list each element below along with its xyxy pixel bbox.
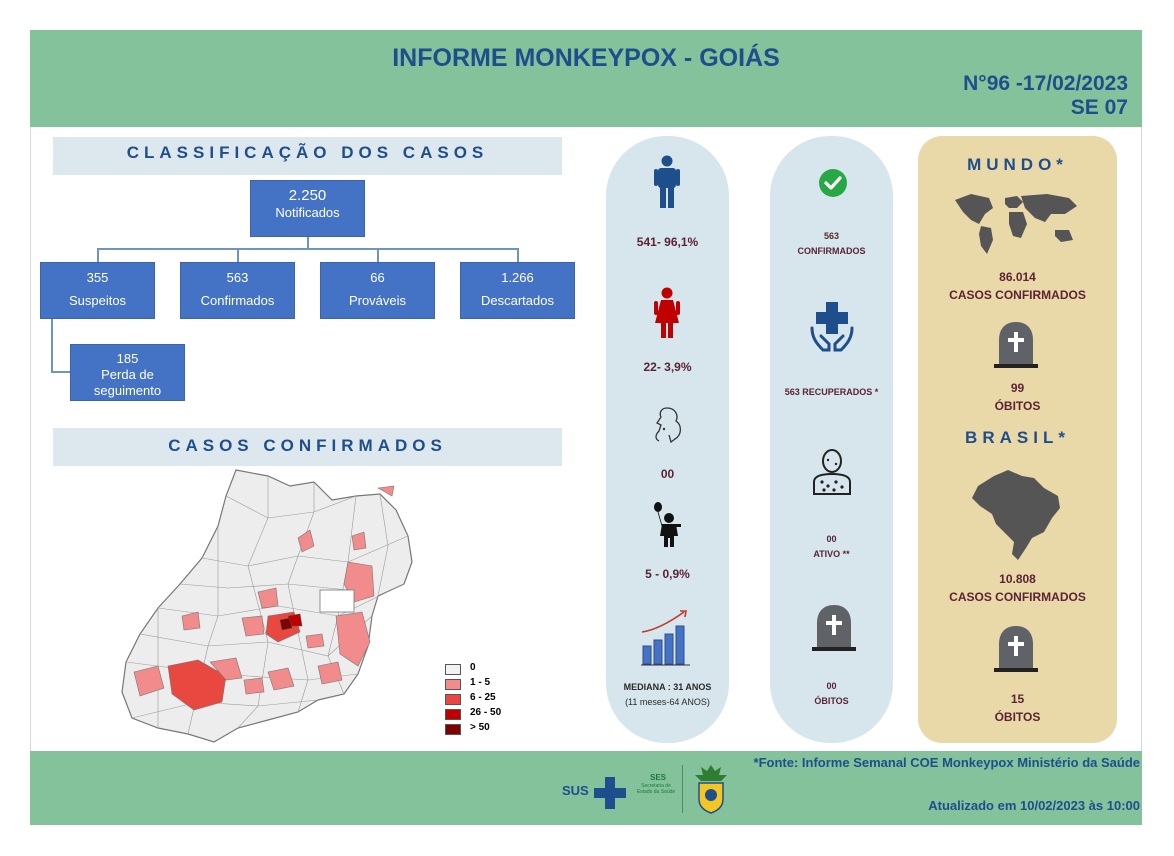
mediana-text — [606, 680, 729, 710]
confirmados-evolucao-label: CONFIRMADOS — [797, 246, 866, 256]
mundo-casos-label: CASOS CONFIRMADOS — [949, 288, 1086, 302]
legend-label: 0 — [470, 662, 476, 673]
mundo-obitos-block — [918, 379, 1117, 415]
goias-map — [118, 466, 414, 750]
notificados-label: Notificados — [275, 205, 340, 220]
growth-chart-icon — [640, 608, 692, 666]
mundo-casos-block — [918, 268, 1117, 304]
brazil-map-icon — [968, 466, 1064, 562]
legend-swatch — [445, 709, 461, 720]
goias-coat-of-arms-icon — [693, 763, 729, 815]
legend-label: 1 - 5 — [470, 677, 491, 688]
legend-swatch — [445, 724, 461, 735]
tombstone-icon — [993, 624, 1039, 674]
descartados-label: Descartados — [481, 293, 554, 308]
legend-label: 26 - 50 — [470, 707, 502, 718]
frame-left-border — [30, 127, 31, 751]
recuperados-value: 563 RECUPERADOS * — [784, 387, 879, 397]
obitos-goias-label: ÓBITOS — [814, 696, 849, 706]
child-icon — [652, 502, 682, 548]
page-title: INFORME MONKEYPOX - GOIÁS — [392, 44, 780, 72]
brasil-title: BRASIL* — [965, 428, 1070, 447]
brasil-obitos-label: ÓBITOS — [994, 710, 1041, 724]
legend-label: > 50 — [470, 722, 490, 733]
brasil-obitos-value: 15 — [1010, 692, 1025, 706]
mundo-obitos-label: ÓBITOS — [994, 399, 1041, 413]
children-cases-value: 5 - 0,9% — [645, 567, 690, 581]
perda-label-line1: Perda de — [101, 367, 154, 382]
ses-logo-text: SES — [650, 773, 667, 782]
provaveis-value: 66 — [370, 270, 385, 285]
edition-number: N°96 -17/02/2023 — [963, 72, 1128, 95]
perda-value: 185 — [116, 351, 139, 366]
legend-swatch — [445, 694, 461, 705]
sus-logo — [562, 777, 628, 809]
ativo-value: 00 — [826, 534, 837, 544]
obitos-goias-block — [770, 679, 893, 709]
ses-logo — [634, 773, 678, 813]
casos-confirmados-title: CASOS CONFIRMADOS — [53, 428, 562, 466]
goias-map-svg — [118, 466, 414, 750]
map-legend — [445, 664, 535, 738]
notificados-box — [250, 180, 365, 237]
descartados-box — [460, 262, 575, 319]
mundo-casos-value: 86.014 — [999, 270, 1036, 284]
tree-connector — [97, 248, 99, 262]
edition-info — [963, 72, 1128, 120]
tombstone-icon — [993, 320, 1039, 370]
male-cases-value: 541- 96,1% — [636, 235, 699, 249]
frame-right-border — [1141, 127, 1142, 751]
suspeitos-value: 355 — [86, 270, 109, 285]
sus-cross-icon — [594, 777, 626, 809]
confirmados-value: 563 — [226, 270, 249, 285]
confirmados-box — [180, 262, 295, 319]
confirmados-evolucao-value: 563 — [823, 231, 840, 241]
ativo-label: ATIVO ** — [813, 549, 850, 559]
tree-connector — [517, 248, 519, 262]
ativo-block — [770, 532, 893, 562]
male-icon — [652, 155, 682, 209]
tree-connector — [51, 371, 71, 373]
legend-swatch — [445, 679, 461, 690]
legend-label: 6 - 25 — [470, 692, 496, 703]
tree-connector — [97, 248, 518, 250]
notificados-value: 2.250 — [288, 187, 327, 204]
confirmados-evolucao — [770, 229, 893, 259]
female-cases-value: 22- 3,9% — [643, 360, 692, 374]
check-icon — [818, 168, 848, 198]
footer-divider — [682, 765, 683, 813]
world-map-icon — [951, 190, 1081, 256]
perda-label-line2: seguimento — [93, 383, 162, 398]
pregnant-icon — [649, 405, 685, 445]
mediana-line2: (11 meses-64 ANOS) — [625, 697, 710, 707]
female-icon — [652, 287, 682, 339]
mundo-obitos-value: 99 — [1010, 381, 1025, 395]
brasil-casos-label: CASOS CONFIRMADOS — [949, 590, 1086, 604]
updated-text: Atualizado em 10/02/2023 às 10:00 — [928, 798, 1140, 813]
descartados-value: 1.266 — [501, 270, 534, 285]
epidemiological-week: SE 07 — [1070, 96, 1128, 119]
tombstone-icon — [811, 603, 857, 653]
perda-seguimento-box — [70, 344, 185, 401]
tree-connector — [377, 248, 379, 262]
brasil-obitos-block — [918, 690, 1117, 726]
patient-icon — [810, 448, 854, 496]
header-banner — [30, 30, 1142, 127]
brasil-casos-block — [918, 570, 1117, 606]
provaveis-box — [320, 262, 435, 319]
suspeitos-box — [40, 262, 155, 319]
ses-logo-subtext: Secretaria de Estado da Saúde — [636, 783, 676, 795]
mundo-title: MUNDO* — [967, 155, 1068, 174]
provaveis-label: Prováveis — [348, 293, 407, 308]
classificacao-title: CLASSIFICAÇÃO DOS CASOS — [53, 137, 562, 175]
tree-connector — [51, 319, 53, 372]
suspeitos-label: Suspeitos — [68, 293, 127, 308]
fonte-text: *Fonte: Informe Semanal COE Monkeypox Ministério da Saúde — [753, 755, 1140, 770]
sus-logo-text: SUS — [562, 783, 589, 798]
confirmados-label: Confirmados — [200, 293, 275, 308]
tree-connector — [237, 248, 239, 262]
healthcare-hands-icon — [809, 300, 855, 354]
brasil-casos-value: 10.808 — [999, 572, 1036, 586]
footer-banner — [30, 751, 1142, 825]
mediana-line1: MEDIANA : 31 ANOS — [623, 682, 712, 692]
legend-swatch — [445, 664, 461, 675]
pregnant-cases-value: 00 — [660, 467, 675, 481]
obitos-goias-value: 00 — [826, 681, 837, 691]
